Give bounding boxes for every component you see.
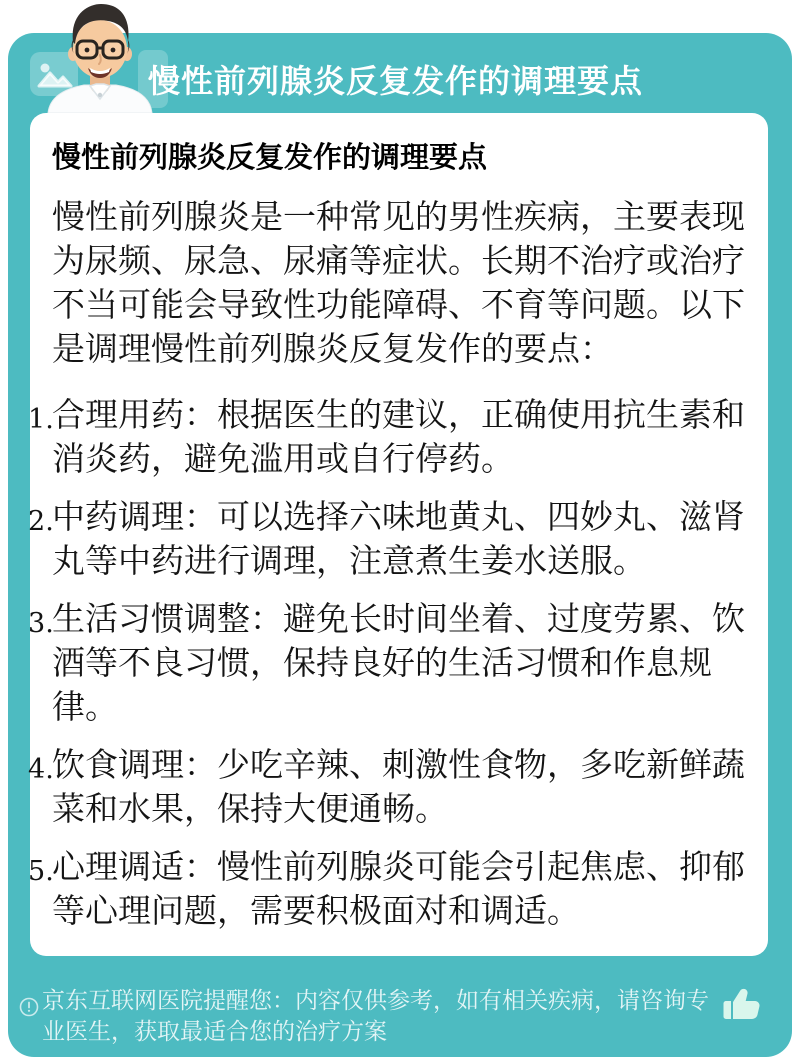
disclaimer-text: 京东互联网医院提醒您：内容仅供参考，如有相关疾病，请咨询专业医生，获取最适合您的治疗方案 xyxy=(42,987,709,1044)
list-item: 饮食调理：少吃辛辣、刺激性食物，多吃新鲜蔬菜和水果，保持大便通畅。 xyxy=(52,746,745,827)
article-card xyxy=(30,113,768,956)
thumbs-up-icon xyxy=(722,984,764,1026)
info-circle-icon xyxy=(19,997,39,1017)
list-item: 中药调理：可以选择六味地黄丸、四妙丸、滋肾丸等中药进行调理，注意煮生姜水送服。 xyxy=(52,498,745,579)
article-intro: 慢性前列腺炎是一种常见的男性疾病，主要表现为尿频、尿急、尿痛等症状。长期不治疗或治疗不当可能会导致性功能障碍、不育等问题。以下是调理慢性前列腺炎反复发作的要点： xyxy=(52,198,745,367)
advice-list xyxy=(52,393,746,933)
list-item: 心理调适：慢性前列腺炎可能会引起焦虑、抑郁等心理问题，需要积极面对和调适。 xyxy=(52,848,745,929)
list-item: 生活习惯调整：避免长时间坐着、过度劳累、饮酒等不良习惯，保持良好的生活习惯和作息规律。 xyxy=(52,600,745,725)
page-title: 慢性前列腺炎反复发作的调理要点 xyxy=(148,63,644,99)
list-item: 合理用药：根据医生的建议，正确使用抗生素和消炎药，避免滥用或自行停药。 xyxy=(52,396,745,477)
thumbs-up-button[interactable] xyxy=(722,984,764,1026)
doctor-avatar xyxy=(40,2,160,113)
article-heading: 慢性前列腺炎反复发作的调理要点 xyxy=(52,142,488,174)
